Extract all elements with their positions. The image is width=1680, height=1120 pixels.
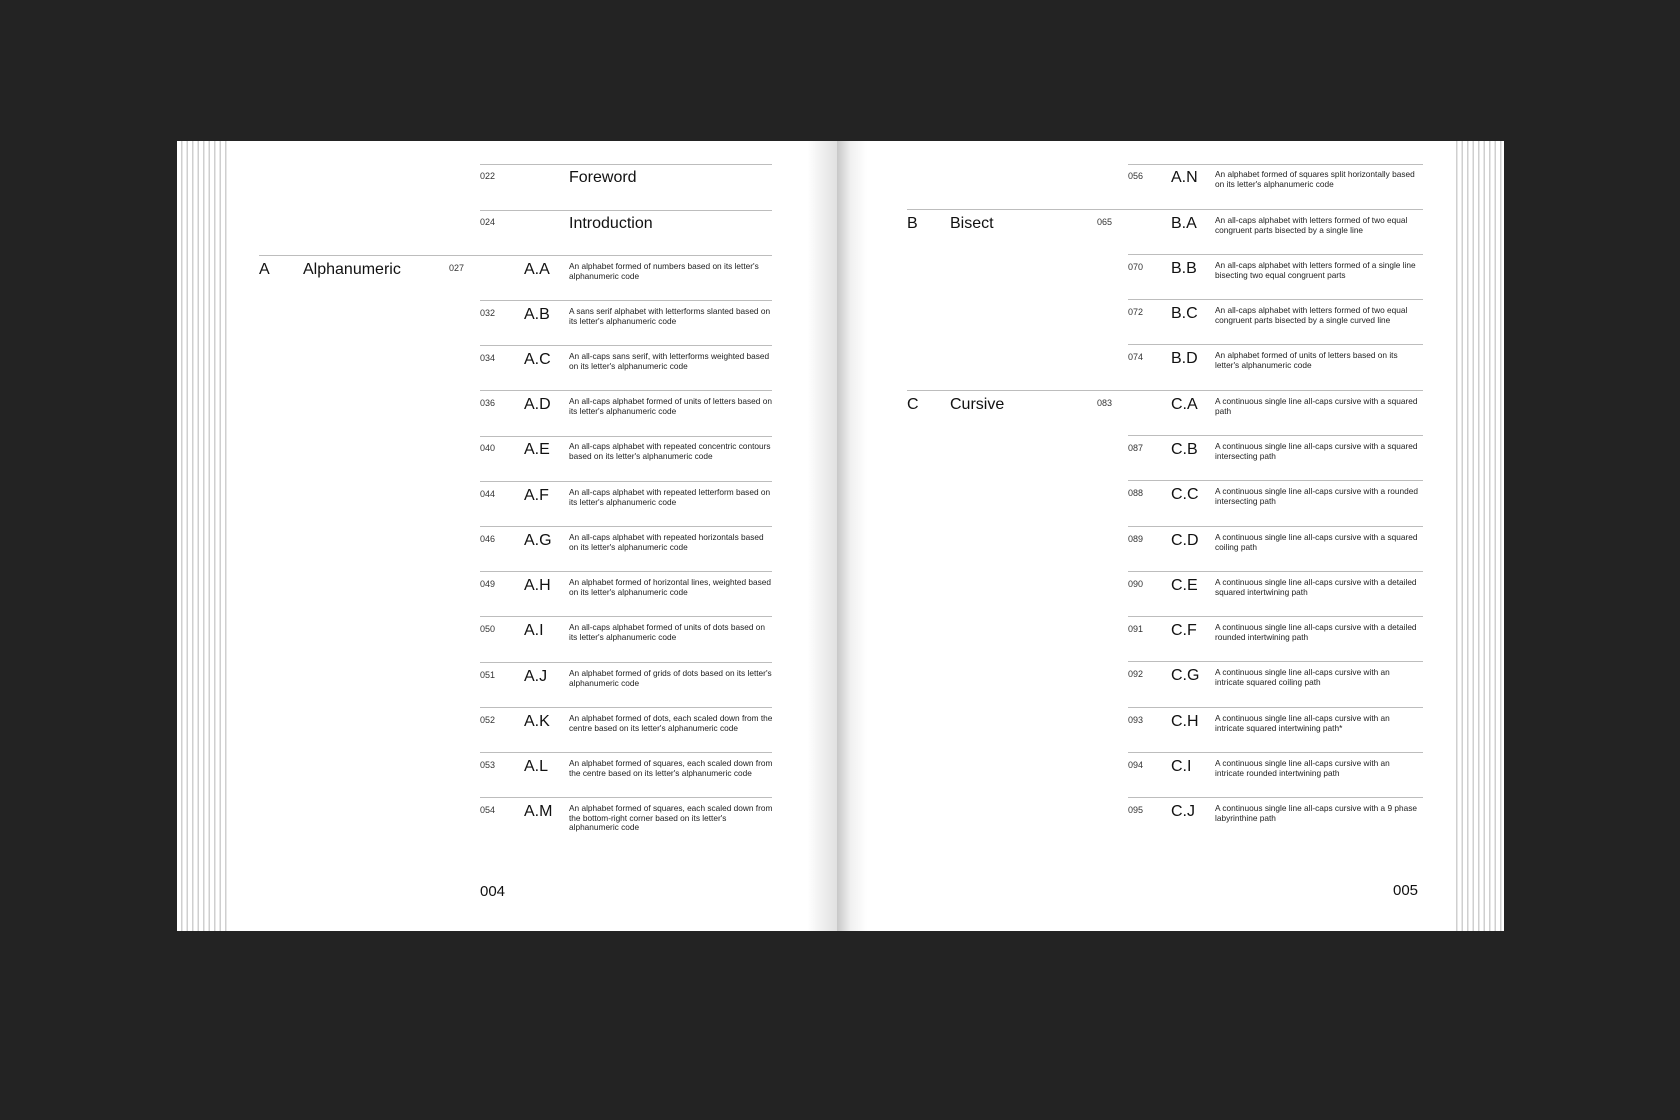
entry-code: B.C bbox=[1171, 305, 1198, 322]
rule bbox=[480, 210, 772, 211]
entry-description: A continuous single line all-caps cursive with an intricate squared coiling path bbox=[1215, 667, 1390, 687]
entry-code: A.C bbox=[524, 351, 551, 368]
rule bbox=[480, 571, 772, 572]
entry-code: A.D bbox=[524, 396, 551, 413]
entry-description: A continuous single line all-caps cursive with a squared path bbox=[1215, 396, 1418, 416]
entry-description: An all-caps alphabet with letters formed of two equal congruent parts bisected by a single curved line bbox=[1215, 305, 1408, 325]
page-number: 050 bbox=[480, 624, 496, 634]
section-letter: B bbox=[907, 215, 918, 232]
entry-code: A.L bbox=[524, 758, 549, 775]
entry-description: An all-caps alphabet with repeated horizontals based on its letter's alphanumeric code bbox=[569, 532, 764, 552]
rule bbox=[1128, 299, 1423, 300]
rule bbox=[1128, 797, 1423, 798]
rule bbox=[480, 616, 772, 617]
rule bbox=[480, 662, 772, 663]
entry-code: B.D bbox=[1171, 350, 1198, 367]
entry-description: An alphabet formed of grids of dots based on its letter's alphanumeric code bbox=[569, 668, 772, 688]
rule bbox=[480, 436, 772, 437]
rule bbox=[480, 707, 772, 708]
toc-title-foreword: Foreword bbox=[569, 169, 637, 186]
entry-code: C.A bbox=[1171, 396, 1198, 413]
entry-description: An alphabet formed of dots, each scaled down from the centre based on its letter's alphanumeric code bbox=[569, 713, 773, 733]
entry-description: A sans serif alphabet with letterforms slanted based on its letter's alphanumeric code bbox=[569, 306, 771, 326]
page-number: 095 bbox=[1128, 805, 1144, 815]
entry-code: C.B bbox=[1171, 441, 1198, 458]
rule bbox=[1128, 571, 1423, 572]
entry-code: C.G bbox=[1171, 667, 1200, 684]
section-title: Bisect bbox=[950, 215, 994, 232]
page-number: 052 bbox=[480, 715, 496, 725]
entry-code: A.G bbox=[524, 532, 552, 549]
page-number: 036 bbox=[480, 398, 496, 408]
entry-code: A.J bbox=[524, 668, 548, 685]
page-number: 089 bbox=[1128, 534, 1144, 544]
page-folio: 005 bbox=[1393, 882, 1419, 899]
entry-code: A.I bbox=[524, 622, 544, 639]
rule bbox=[480, 526, 772, 527]
section-title: Alphanumeric bbox=[303, 261, 401, 278]
rule bbox=[1128, 254, 1423, 255]
right-page bbox=[837, 141, 1504, 931]
open-book bbox=[177, 141, 1504, 931]
page-number: 051 bbox=[480, 670, 496, 680]
right-page-edges bbox=[1452, 141, 1504, 931]
entry-code: B.B bbox=[1171, 260, 1197, 277]
entry-code: C.J bbox=[1171, 803, 1195, 820]
rule bbox=[1128, 661, 1423, 662]
entry-code: A.A bbox=[524, 261, 550, 278]
page-number: 044 bbox=[480, 489, 496, 499]
entry-description: An all-caps alphabet with repeated letterform based on its letter's alphanumeric code bbox=[569, 487, 771, 507]
rule bbox=[1128, 752, 1423, 753]
section-title: Cursive bbox=[950, 396, 1005, 413]
rule bbox=[480, 164, 772, 165]
entry-code: A.E bbox=[524, 441, 550, 458]
rule bbox=[1128, 344, 1423, 345]
page-number: 094 bbox=[1128, 760, 1144, 770]
entry-description: An alphabet formed of horizontal lines, weighted based on its letter's alphanumeric code bbox=[569, 577, 772, 597]
rule bbox=[1128, 616, 1423, 617]
rule bbox=[1128, 480, 1423, 481]
left-page bbox=[177, 141, 837, 931]
entry-description: A continuous single line all-caps cursive with a squared intersecting path bbox=[1215, 441, 1418, 461]
entry-description: A continuous single line all-caps cursive with a rounded intersecting path bbox=[1215, 486, 1418, 506]
page-number: 049 bbox=[480, 579, 496, 589]
page-number: 024 bbox=[480, 217, 496, 227]
entry-code: A.M bbox=[524, 803, 553, 820]
rule bbox=[480, 345, 772, 346]
page-number: 054 bbox=[480, 805, 496, 815]
page-number: 040 bbox=[480, 443, 496, 453]
entry-description: A continuous single line all-caps cursive with a 9 phase labyrinthine path bbox=[1215, 803, 1418, 823]
entry-description: A continuous single line all-caps cursive with an intricate squared intertwining path* bbox=[1215, 713, 1390, 733]
entry-code: C.C bbox=[1171, 486, 1199, 503]
entry-description: An all-caps alphabet with letters formed of two equal congruent parts bisected by a single line bbox=[1215, 215, 1408, 235]
page-number: 046 bbox=[480, 534, 496, 544]
section-page-number: 027 bbox=[449, 263, 465, 273]
rule bbox=[1128, 526, 1423, 527]
rule bbox=[1128, 164, 1423, 165]
entry-description: An alphabet formed of squares, each scaled down from the bottom-right corner based on its letter's alphanumeric code bbox=[569, 803, 773, 833]
page-number: 091 bbox=[1128, 624, 1144, 634]
left-page-edges bbox=[177, 141, 229, 931]
toc-title-introduction: Introduction bbox=[569, 215, 653, 232]
section-letter: A bbox=[259, 261, 270, 278]
section-rule bbox=[907, 390, 1423, 391]
entry-description: A continuous single line all-caps cursive with a detailed rounded intertwining path bbox=[1215, 622, 1417, 642]
rule bbox=[480, 797, 772, 798]
page-number: 053 bbox=[480, 760, 496, 770]
rule bbox=[480, 300, 772, 301]
entry-description: A continuous single line all-caps cursive with an intricate rounded intertwining path bbox=[1215, 758, 1390, 778]
entry-code: A.N bbox=[1171, 169, 1198, 186]
rule bbox=[1128, 435, 1423, 436]
section-rule bbox=[907, 209, 1423, 210]
section-letter: C bbox=[907, 396, 919, 413]
entry-description: An alphabet formed of numbers based on its letter's alphanumeric code bbox=[569, 261, 759, 281]
entry-description: A continuous single line all-caps cursive with a squared coiling path bbox=[1215, 532, 1418, 552]
rule bbox=[480, 752, 772, 753]
entry-code: C.E bbox=[1171, 577, 1198, 594]
entry-description: An alphabet formed of squares, each scaled down from the centre based on its letter's alphanumeric code bbox=[569, 758, 773, 778]
page-number: 093 bbox=[1128, 715, 1144, 725]
entry-code: C.I bbox=[1171, 758, 1192, 775]
section-page-number: 065 bbox=[1097, 217, 1113, 227]
entry-code: A.H bbox=[524, 577, 551, 594]
entry-description: An all-caps alphabet formed of units of dots based on its letter's alphanumeric code bbox=[569, 622, 766, 642]
entry-code: C.D bbox=[1171, 532, 1199, 549]
section-page-number: 083 bbox=[1097, 398, 1113, 408]
page-folio: 004 bbox=[480, 883, 506, 900]
page-number: 087 bbox=[1128, 443, 1144, 453]
entry-description: An all-caps alphabet with letters formed of a single line bisecting two equal congruent parts bbox=[1215, 260, 1416, 280]
page-number: 022 bbox=[480, 171, 496, 181]
page-number: 072 bbox=[1128, 307, 1144, 317]
page-number: 074 bbox=[1128, 352, 1144, 362]
entry-code: C.F bbox=[1171, 622, 1197, 639]
page-number: 090 bbox=[1128, 579, 1144, 589]
entry-description: A continuous single line all-caps cursive with a detailed squared intertwining path bbox=[1215, 577, 1417, 597]
entry-description: An alphabet formed of units of letters based on its letter's alphanumeric code bbox=[1215, 350, 1398, 370]
page-number: 056 bbox=[1128, 171, 1144, 181]
entry-description: An all-caps alphabet formed of units of letters based on its letter's alphanumeric code bbox=[569, 396, 772, 416]
entry-description: An all-caps sans serif, with letterforms weighted based on its letter's alphanumeric code bbox=[569, 351, 770, 371]
entry-code: B.A bbox=[1171, 215, 1197, 232]
entry-code: A.F bbox=[524, 487, 549, 504]
rule bbox=[480, 481, 772, 482]
page-number: 032 bbox=[480, 308, 496, 318]
page-number: 070 bbox=[1128, 262, 1144, 272]
rule bbox=[1128, 707, 1423, 708]
page-number: 092 bbox=[1128, 669, 1144, 679]
section-rule bbox=[259, 255, 772, 256]
rule bbox=[480, 390, 772, 391]
entry-code: A.B bbox=[524, 306, 550, 323]
page-number: 034 bbox=[480, 353, 496, 363]
entry-description: An alphabet formed of squares split horizontally based on its letter's alphanumeric code bbox=[1215, 169, 1415, 189]
entry-code: A.K bbox=[524, 713, 550, 730]
entry-description: An all-caps alphabet with repeated concentric contours based on its letter's alphanumeric code bbox=[569, 441, 771, 461]
entry-code: C.H bbox=[1171, 713, 1199, 730]
page-number: 088 bbox=[1128, 488, 1144, 498]
